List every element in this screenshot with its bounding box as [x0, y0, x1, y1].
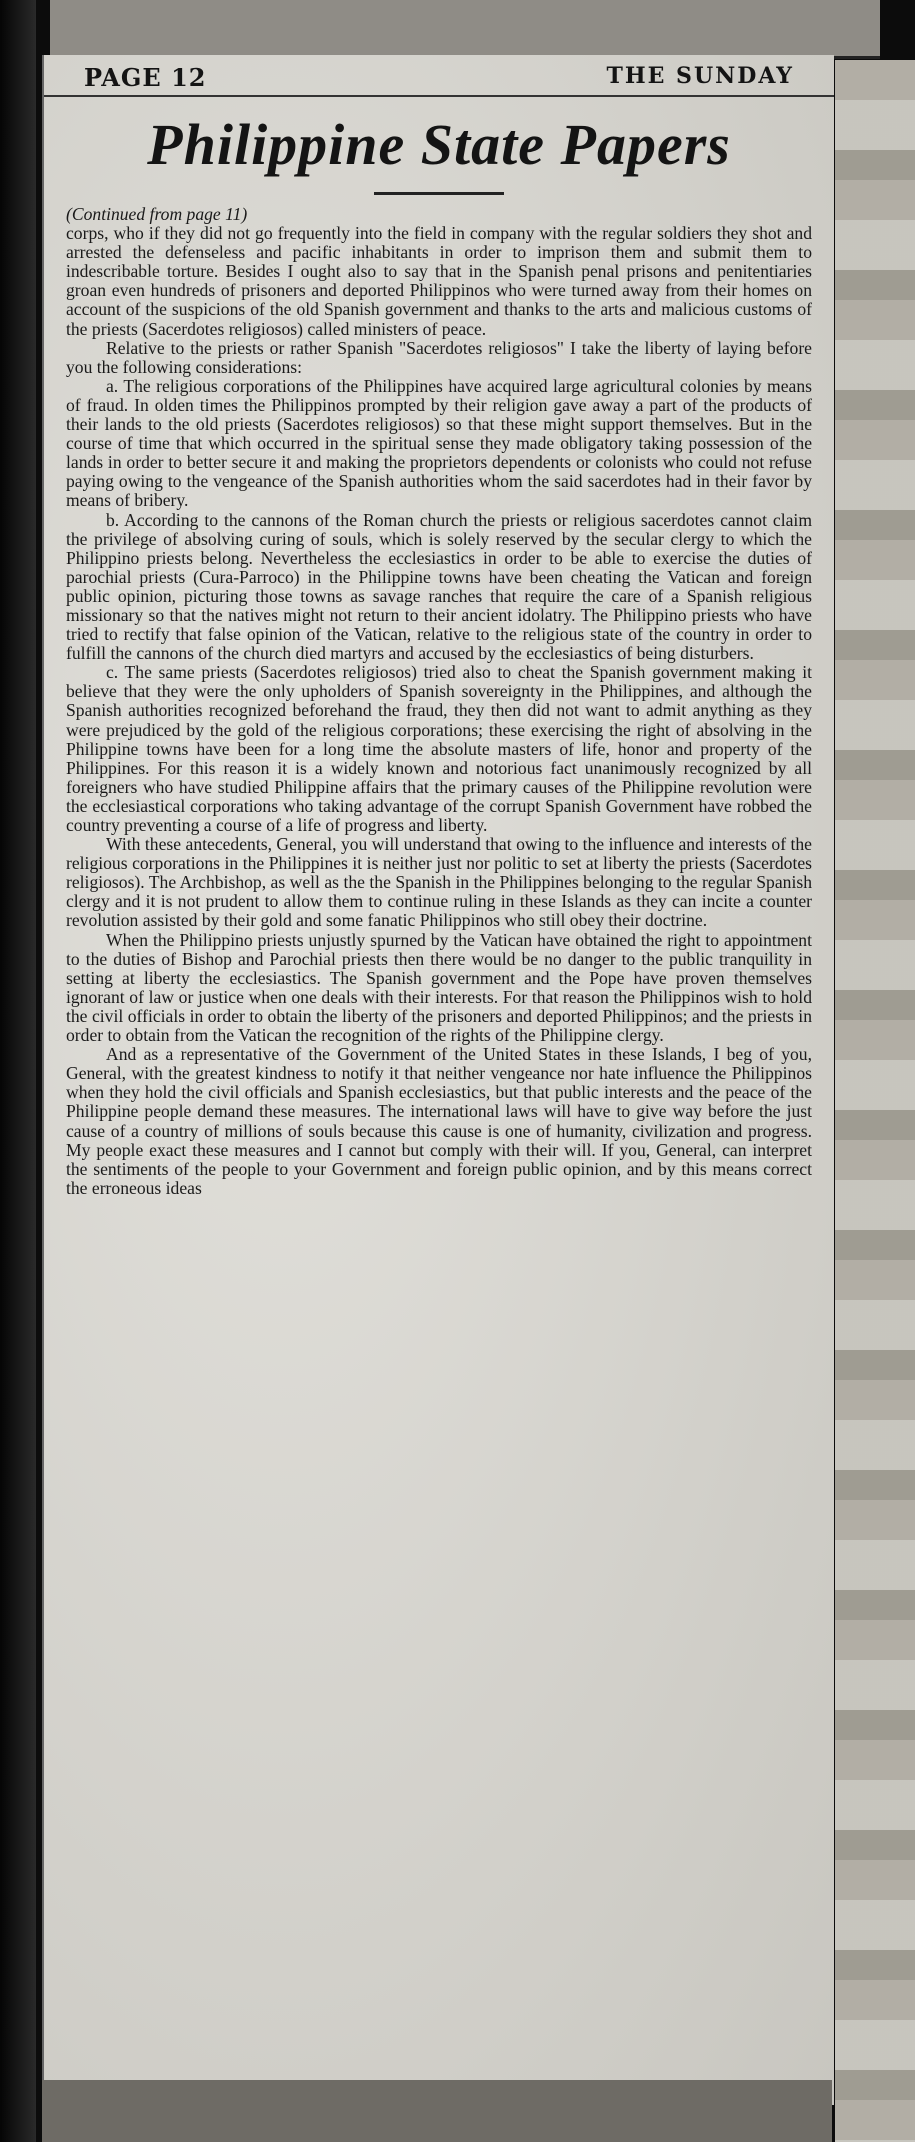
- article-paragraph: And as a representative of the Government of the United States in these Islands, I beg of you, General, with the greatest kindness to notify it that neither vengeance nor hate influence the Philippinos when they hold the civil officials and Spanish ecclesiastics, but that public interests and the peace of the Philippine people demand these measures. The international laws will have to give way before the just cause of a country of millions of souls because this cause is one of humanity, civilization and progress. My people exact these measures and I cannot but comply with their will. If you, General, can interpret the sentiments of the people to your Government and foreign public opinion, and by this means correct the erroneous ideas: [66, 1044, 812, 1198]
- newspaper-page: [42, 55, 834, 2105]
- book-binding: [0, 0, 36, 2142]
- continued-note: (Continued from page 11): [66, 204, 248, 224]
- torn-page-edges: [835, 60, 915, 2142]
- page-bottom-strip: [42, 2080, 832, 2142]
- article-paragraph: Relative to the priests or rather Spanish "Sacerdotes religiosos" I take the liberty of laying before you the following considerations:: [66, 337, 812, 377]
- paper-name: THE SUNDAY: [606, 63, 794, 89]
- headline: Philippine State Papers: [147, 112, 731, 177]
- page-header: [44, 55, 834, 97]
- article-body: [66, 205, 812, 1198]
- article-paragraph: With these antecedents, General, you will understand that owing to the influence and interests of the religious corporations in the Philippines it is neither just nor politic to set at liberty the priests (Sacerdotes religiosos). The Archbishop, as well as the the Spanish in the Philippines belonging to the regular Spanish clergy and it is not prudent to allow them to continue ruling in these Islands as they can incite a counter revolution assisted by their gold and some fanatic Philippinos who still obey their doctrine.: [66, 834, 812, 931]
- article-paragraph: c. The same priests (Sacerdotes religiosos) tried also to cheat the Spanish government making it believe that they were the only upholders of Spanish sovereignty in the Philippines, and although the Spanish authorities recognized beforehand the fraud, they then did not want to admit anything as they were prejudiced by the gold of the religious corporations; these exercising the right of absolving in the Philippine towns have been for a long time the absolute masters of life, honor and property of the Philippines. For this reason it is a widely known and notorious fact unanimously recognized by all foreigners who have studied Philippine affairs that the primary causes of the Philippine revolution were the ecclesiastical corporations who taking advantage of the corrupt Spanish Government have robbed the country preventing a course of a life of progress and liberty.: [66, 662, 812, 835]
- article-paragraph: When the Philippino priests unjustly spurned by the Vatican have obtained the right to appointment to the duties of Bishop and Parochial priests then there would be no danger to the public tranquility in setting at liberty the ecclesiastics. The Spanish government and the Pope have proven themselves ignorant of law or justice when one deals with their interests. For that reason the Philippinos wish to hold the civil officials in order to obtain the liberty of the prisoners and deported Philippinos; and the priests in order to obtain from the Vatican the recognition of the rights of the Philippine clergy.: [66, 929, 812, 1046]
- article-paragraph: a. The religious corporations of the Philippines have acquired large agricultural colonies by means of fraud. In olden times the Philippinos prompted by their religion gave away a part of the products of their lands to the old priests (Sacerdotes religiosos) so that these might support themselves. But in the course of time that which occurred in the spiritual sense they made obligatory taking possession of the lands in order to better secure it and making the proprietors dependents or colonists who could not refuse paying owing to the vengeance of the Spanish authorities whom the said sacerdotes had in their favor by means of bribery.: [66, 375, 812, 511]
- headline-rule: [374, 192, 504, 195]
- previous-page-strip: [50, 0, 880, 59]
- article-paragraph: b. According to the cannons of the Roman church the priests or religious sacerdotes cannot claim the privilege of absolving curing of souls, which is solely reserved by the secular clergy to which the Philippino priests belong. Nevertheless the ecclesiastics in order to be able to exercise the duties of parochial priests (Cura-Parroco) in the Philippine towns have been cheating the Vatican and foreign public opinion, picturing those towns as savage ranches that require the care of a Spanish religious missionary so that the natives might not return to their ancient idolatry. The Philippino priests who have tried to rectify that false opinion of the Vatican, relative to the religious state of the country in order to fulfill the cannons of the church died martyrs and accused by the ecclesiastics of being disturbers.: [66, 509, 812, 664]
- paragraph-list: [66, 224, 812, 1198]
- article-paragraph: corps, who if they did not go frequently into the field in company with the regular soldiers they shot and arrested the defenseless and pacific inhabitants in order to imprison them and submit them to indescribable torture. Besides I ought also to say that in the Spanish penal prisons and penitentiaries groan even hundreds of prisoners and deported Philippinos who were turned away from their homes on account of the suspicions of the old Spanish government and thanks to the arts and malicious customs of the priests (Sacerdotes religiosos) called ministers of peace.: [66, 223, 812, 339]
- page-number: PAGE 12: [84, 63, 207, 92]
